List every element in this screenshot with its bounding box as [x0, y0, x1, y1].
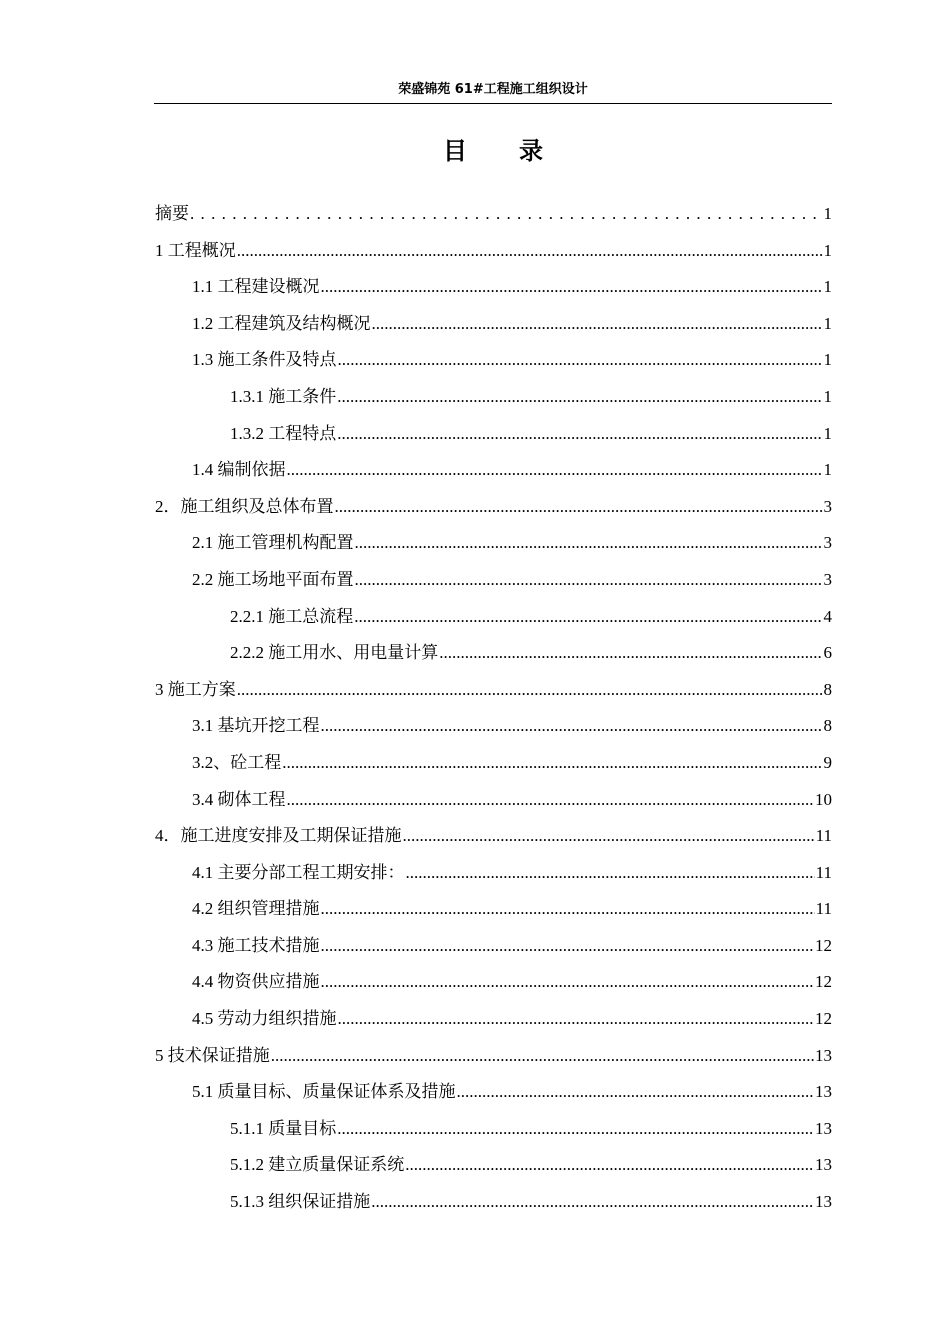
toc-entry-label: 4.4 物资供应措施: [192, 972, 320, 992]
toc-dot-leader: [405, 1147, 814, 1184]
toc-entry-label: 2．施工组织及总体布置: [155, 496, 334, 516]
toc-dot-leader: [457, 1074, 815, 1111]
toc-entry-label: 3.1 基坑开挖工程: [192, 716, 320, 736]
toc-entry-label: 2.2 施工场地平面布置: [192, 569, 354, 589]
toc-entry-label: 摘要: [155, 204, 189, 223]
toc-entry-page-number: 11: [815, 826, 832, 846]
toc-entry[interactable]: [155, 1184, 832, 1221]
toc-dot-leader: [237, 672, 823, 709]
running-header: 荣盛锦苑 61#工程施工组织设计: [398, 82, 588, 97]
toc-entry-label: 1.1 工程建设概况: [192, 277, 320, 297]
toc-entry-page-number: 1: [823, 423, 832, 443]
toc-dot-leader: [338, 342, 823, 379]
toc-entry-label: 2.1 施工管理机构配置: [192, 533, 354, 553]
toc-dot-leader: [271, 1038, 814, 1075]
toc-entry-page-number: 1: [823, 277, 832, 297]
toc-entry[interactable]: [155, 233, 832, 270]
toc-entry-label: 5.1.2 建立质量保证系统: [230, 1155, 405, 1175]
toc-entry-page-number: 10: [815, 789, 832, 809]
toc-entry[interactable]: [155, 818, 832, 855]
toc-entry-page-number: 12: [815, 935, 832, 955]
toc-dot-leader: [354, 599, 822, 636]
toc-dot-leader: [321, 928, 815, 965]
toc-entry-label: 2.2.2 施工用水、用电量计算: [230, 643, 439, 663]
toc-entry-page-number: 13: [815, 1082, 832, 1102]
toc-entry[interactable]: [155, 452, 832, 489]
toc-entry-page-number: 1: [823, 240, 832, 260]
toc-entry-label: 1.3.1 施工条件: [230, 386, 337, 406]
toc-entry-label: 1.2 工程建筑及结构概况: [192, 313, 371, 333]
toc-dot-leader: [321, 891, 815, 928]
toc-dot-leader: [282, 745, 822, 782]
toc-entry-label: 2.2.1 施工总流程: [230, 606, 354, 626]
toc-entry[interactable]: [155, 964, 832, 1001]
toc-entry[interactable]: [155, 672, 832, 709]
toc-dot-leader: [321, 964, 815, 1001]
toc-entry-page-number: 1: [823, 460, 832, 480]
toc-dot-leader: [355, 562, 823, 599]
toc-entry-label: 3.4 砌体工程: [192, 789, 286, 809]
toc-entry[interactable]: [155, 525, 832, 562]
toc-entry[interactable]: [155, 891, 832, 928]
toc-dot-leader: [406, 855, 815, 892]
toc-entry-label: 5 技术保证措施: [155, 1045, 270, 1065]
toc-entry-label: 1.3.2 工程特点: [230, 423, 337, 443]
toc-dot-leader: [335, 489, 823, 526]
toc-dot-leader: [371, 1184, 814, 1221]
toc-entry-label: 4.1 主要分部工程工期安排：: [192, 862, 405, 882]
table-of-contents: [155, 196, 832, 1221]
toc-dot-leader: [355, 525, 823, 562]
toc-dot-leader: [338, 1001, 815, 1038]
toc-entry-label: 1 工程概况: [155, 240, 236, 260]
toc-entry-label: 4.2 组织管理措施: [192, 899, 320, 919]
toc-dot-leader: [237, 233, 823, 270]
toc-entry-page-number: 13: [815, 1192, 832, 1212]
toc-dot-leader: [287, 782, 815, 819]
toc-entry-label: 4.5 劳动力组织措施: [192, 1009, 337, 1029]
toc-entry[interactable]: [155, 635, 832, 672]
toc-dot-leader: [403, 818, 815, 855]
toc-entry[interactable]: [155, 928, 832, 965]
toc-entry-page-number: 1: [823, 313, 832, 333]
toc-entry[interactable]: [155, 416, 832, 453]
toc-entry[interactable]: [155, 306, 832, 343]
toc-entry[interactable]: [155, 269, 832, 306]
toc-entry-page-number: 13: [815, 1118, 832, 1138]
toc-entry-page-number: 3: [823, 496, 832, 516]
toc-entry[interactable]: [155, 196, 832, 233]
toc-entry-label: 1.3 施工条件及特点: [192, 350, 337, 370]
toc-entry-label: 5.1.1 质量目标: [230, 1118, 337, 1138]
toc-entry[interactable]: [155, 1038, 832, 1075]
toc-entry[interactable]: [155, 1111, 832, 1148]
toc-dot-leader: [190, 196, 823, 233]
toc-entry-label: 5.1.3 组织保证措施: [230, 1192, 371, 1212]
toc-entry[interactable]: [155, 745, 832, 782]
toc-dot-leader: [337, 416, 822, 453]
toc-entry[interactable]: [155, 379, 832, 416]
toc-entry[interactable]: [155, 1001, 832, 1038]
toc-entry[interactable]: [155, 782, 832, 819]
toc-entry-page-number: 11: [815, 899, 832, 919]
toc-entry-page-number: 1: [823, 204, 832, 223]
toc-entry[interactable]: [155, 1147, 832, 1184]
toc-entry-page-number: 3: [823, 533, 832, 553]
toc-entry-label: 4.3 施工技术措施: [192, 935, 320, 955]
toc-entry-page-number: 13: [815, 1155, 832, 1175]
toc-dot-leader: [337, 1111, 814, 1148]
toc-entry-page-number: 8: [823, 679, 832, 699]
toc-entry-page-number: 12: [815, 972, 832, 992]
toc-entry[interactable]: [155, 599, 832, 636]
toc-entry-label: 1.4 编制依据: [192, 460, 286, 480]
toc-entry-page-number: 9: [823, 752, 832, 772]
toc-entry-page-number: 11: [815, 862, 832, 882]
toc-entry-page-number: 13: [815, 1045, 832, 1065]
toc-dot-leader: [439, 635, 822, 672]
toc-entry-page-number: 4: [823, 606, 832, 626]
toc-entry-page-number: 1: [823, 386, 832, 406]
toc-entry-label: 3.2、砼工程: [192, 752, 282, 772]
toc-entry-page-number: 3: [823, 569, 832, 589]
toc-entry[interactable]: [155, 1074, 832, 1111]
toc-dot-leader: [337, 379, 822, 416]
toc-dot-leader: [287, 452, 823, 489]
page-title: 目录: [443, 137, 595, 165]
toc-entry[interactable]: [155, 855, 832, 892]
toc-entry-page-number: 6: [823, 643, 832, 663]
toc-entry-page-number: 12: [815, 1009, 832, 1029]
toc-entry-label: 5.1 质量目标、质量保证体系及措施: [192, 1082, 456, 1102]
toc-dot-leader: [321, 269, 823, 306]
toc-dot-leader: [321, 708, 823, 745]
header-rule: [154, 103, 832, 104]
toc-entry[interactable]: [155, 342, 832, 379]
toc-entry[interactable]: [155, 489, 832, 526]
toc-entry[interactable]: [155, 708, 832, 745]
toc-entry[interactable]: [155, 562, 832, 599]
toc-entry-label: 4．施工进度安排及工期保证措施: [155, 826, 402, 846]
toc-entry-page-number: 8: [823, 716, 832, 736]
toc-dot-leader: [372, 306, 823, 343]
toc-entry-page-number: 1: [823, 350, 832, 370]
toc-entry-label: 3 施工方案: [155, 679, 236, 699]
